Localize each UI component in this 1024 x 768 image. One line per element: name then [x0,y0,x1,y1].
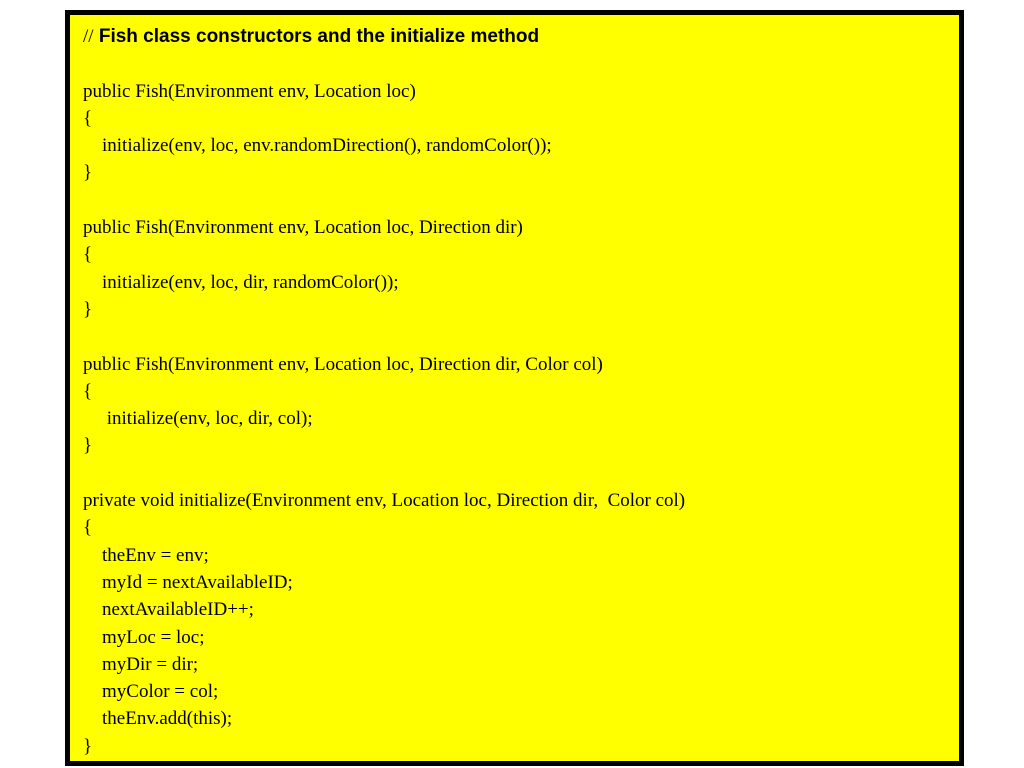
code-line: public Fish(Environment env, Location loc) [83,80,416,102]
code-line: } [83,162,93,184]
code-line: { [83,517,93,539]
code-line: myColor = col; [83,681,219,703]
comment-slashes: // [83,26,94,47]
code-line: { [83,107,93,129]
code-line: { [83,244,93,266]
code-line: private void initialize(Environment env, Location loc, Direction dir, Color col) [83,490,686,512]
code-line: myLoc = loc; [83,626,205,648]
code-line [83,50,949,77]
code-line: initialize(env, loc, dir, col); [83,408,313,430]
code-line: { [83,380,93,402]
code-heading [83,23,949,50]
heading-title: Fish class constructors and the initialize method [98,26,540,47]
code-line: public Fish(Environment env, Location loc, Direction dir) [83,217,523,239]
code-line: initialize(env, loc, dir, randomColor()); [83,271,399,293]
code-line [83,323,949,350]
code-block [83,23,949,760]
code-line: myDir = dir; [83,653,199,675]
code-line: public Fish(Environment env, Location loc, Direction dir, Color col) [83,353,603,375]
code-line [83,460,949,487]
code-lines [83,50,949,760]
code-line: myId = nextAvailableID; [83,571,293,593]
code-line: nextAvailableID++; [83,599,254,621]
code-line: } [83,298,93,320]
code-line: initialize(env, loc, env.randomDirection(), randomColor()); [83,135,552,157]
code-line: } [83,735,93,757]
code-slide-box [65,10,964,766]
code-line: } [83,435,93,457]
code-line: theEnv.add(this); [83,708,233,730]
code-line [83,187,949,214]
code-line: theEnv = env; [83,544,209,566]
